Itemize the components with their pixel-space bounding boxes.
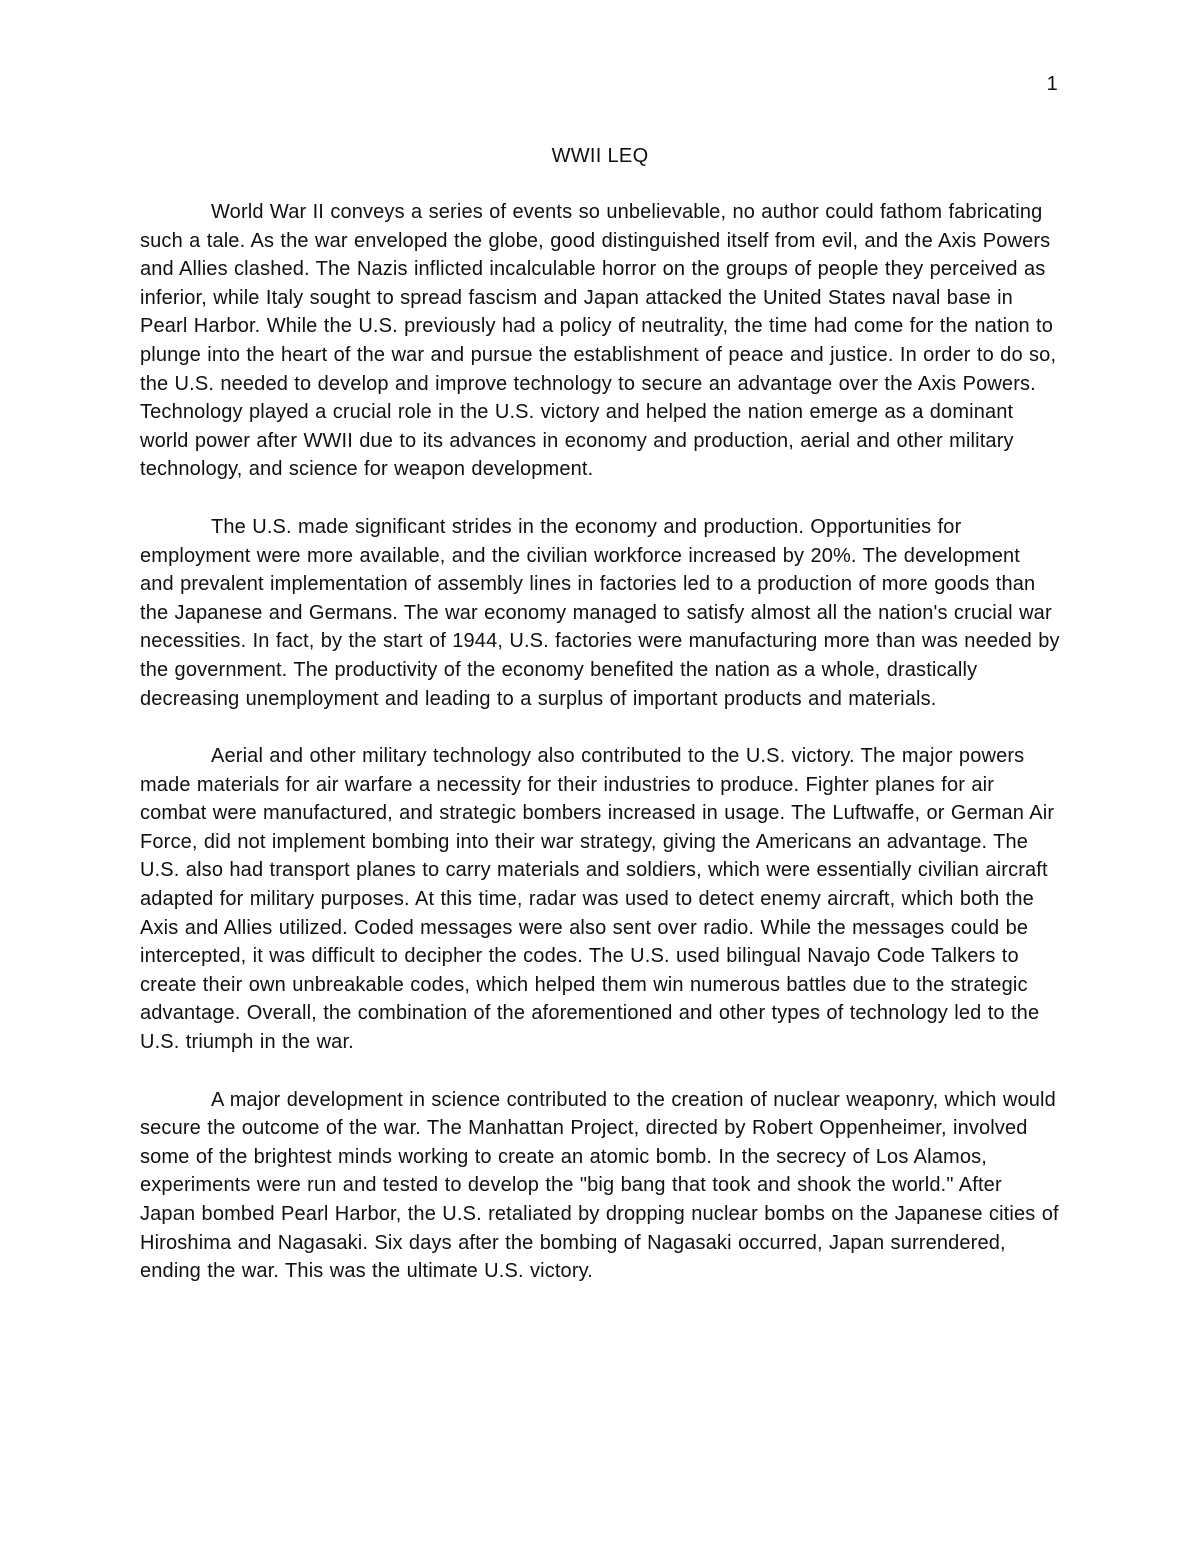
paragraph-economy: The U.S. made significant strides in the economy and production. Opportunities for employment were more available, and the civilian workforce increased by 20%. The development and prevalent implementation of assembly lines in factories led to a production of more goods than the Japanese and Germans. The war economy managed to satisfy almost all the nation's crucial war necessities. In fact, by the start of 1944, U.S. factories were manufacturing more than was needed by the government. The productivity of the economy benefited the nation as a whole, drastically decreasing unemployment and leading to a surplus of important products and materials. [140, 515, 1060, 710]
document-body [140, 198, 1060, 1315]
page-number: 1 [1046, 73, 1058, 95]
paragraph-introduction: World War II conveys a series of events so unbelievable, no author could fathom fabricating such a tale. As the war enveloped the globe, good distinguished itself from evil, and the Axis Powers and Allies clashed. The Nazis inflicted incalculable horror on the groups of people they perceived as inferior, while Italy sought to spread fascism and Japan attacked the United States naval base in Pearl Harbor. While the U.S. previously had a policy of neutrality, the time had come for the nation to plunge into the heart of the war and pursue the establishment of peace and justice. In order to do so, the U.S. needed to develop and improve technology to secure an advantage over the Axis Powers. Technology played a crucial role in the U.S. victory and helped the nation emerge as a dominant world power after WWII due to its advances in economy and production, aerial and other military technology, and science for weapon development. [140, 201, 1057, 481]
paragraph-science: A major development in science contributed to the creation of nuclear weaponry, which would secure the outcome of the war. The Manhattan Project, directed by Robert Oppenheimer, involved some of the brightest minds working to create an atomic bomb. In the secrecy of Los Alamos, experiments were run and tested to develop the "big bang that took and shook the world." After Japan bombed Pearl Harbor, the U.S. retaliated by dropping nuclear bombs on the Japanese cities of Hiroshima and Nagasaki. Six days after the bombing of Nagasaki occurred, Japan surrendered, ending the war. This was the ultimate U.S. victory. [140, 1088, 1059, 1283]
paragraph-military-technology: Aerial and other military technology also contributed to the U.S. victory. The major powers made materials for air warfare a necessity for their industries to produce. Fighter planes for air combat were manufactured, and strategic bombers increased in usage. The Luftwaffe, or German Air Force, did not implement bombing into their war strategy, giving the Americans an advantage. The U.S. also had transport planes to carry materials and soldiers, which were essentially civilian aircraft adapted for military purposes. At this time, radar was used to detect enemy aircraft, which both the Axis and Allies utilized. Coded messages were also sent over radio. While the messages could be intercepted, it was difficult to decipher the codes. The U.S. used bilingual Navajo Code Talkers to create their own unbreakable codes, which helped them win numerous battles due to the strategic advantage. Overall, the combination of the aforementioned and other types of technology led to the U.S. triumph in the war. [140, 745, 1055, 1054]
document-title: WWII LEQ [551, 145, 649, 167]
